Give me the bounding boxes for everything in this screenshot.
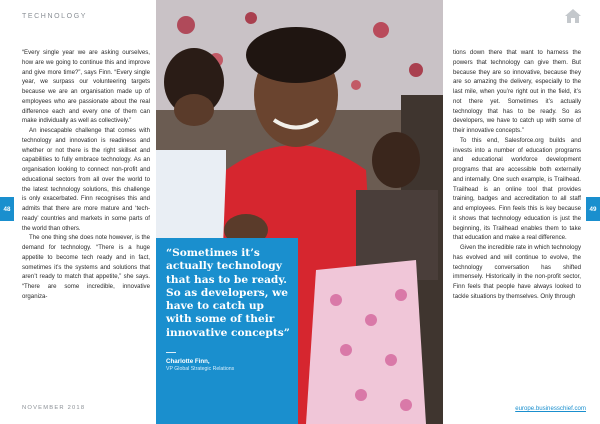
- page-number-left: 48: [0, 197, 14, 221]
- left-paragraph-2: An inescapable challenge that comes with technology and innovation is readiness and whether or not there is the right skillset and capabilities to fully embrace technology. As an organisation looking to connect non-profit and educational sectors from all over the world to the latest technology solutions, this challenge is only exacerbated. Finn recognises this and admits that there are more mature and ‘tech-ready’ countries and markets in some parts of the world than others.: [22, 127, 150, 232]
- section-label: TECHNOLOGY: [22, 13, 88, 20]
- quote-attribution-role: VP Global Strategic Relations: [166, 366, 235, 373]
- left-paragraph-1: “Every single year we are asking ourselves, how are we going to continue this and improve and give more time?”, says Finn. “Every single year, we surpass our volunteering targets because we are an organisation made up of employees who are passionate about the real difference each and every one of them can make individually as well as collectively.”: [22, 49, 150, 125]
- right-paragraph-1: tions down there that want to harness the powers that technology can give them. But because they are so innovative, because they are so amazing the delivery, especially to the last mile, when you’re right out in the field, it’s not there yet. Sometimes it’s actually technology that has to be ready. So as developers, we have to catch up with some of their innovative concepts.”: [453, 49, 581, 134]
- left-column: [22, 48, 150, 302]
- right-paragraph-3: Given the incredible rate in which technology has evolved and will continue to evolve, the technology conversation has shifted immensely. Historically in the non-profit sector, Finn feels that people have always looked to tackle situations by themselves. Only through: [453, 244, 581, 300]
- right-paragraph-2: To this end, Salesforce.org builds and invests into a number of education programs and educational workforce development programs that are accessible both externally and internally. One such example, is Trailhead. Trailhead is an online tool that provides training, badges and accreditation to all staff and employees. Finn feels this is key because it shows that technology education is just the beginning, its Trailhead enables them to take that education and make a real difference.: [453, 136, 581, 242]
- quote-attribution-name: Charlotte Finn,: [166, 358, 210, 366]
- quote-divider: [166, 352, 176, 353]
- pull-quote: [156, 238, 298, 424]
- issue-date: NOVEMBER 2018: [22, 405, 86, 411]
- left-paragraph-3: The one thing she does note however, is the demand for technology. “There is a huge appetite to become tech ready and in fact, sometimes it’s the systems and solutions that aren’t ready to match that appetite,” she says. “There are some incredible, innovative organiza-: [22, 234, 150, 300]
- pull-quote-text: “Sometimes it’s actually technology that has to be ready. So as developers, we have to catch up with some of their innovative concepts”: [166, 247, 290, 339]
- home-icon[interactable]: [564, 8, 582, 24]
- page-number-right: 49: [586, 197, 600, 221]
- site-link[interactable]: europe.businesschief.com: [515, 405, 586, 412]
- right-column: [453, 48, 581, 302]
